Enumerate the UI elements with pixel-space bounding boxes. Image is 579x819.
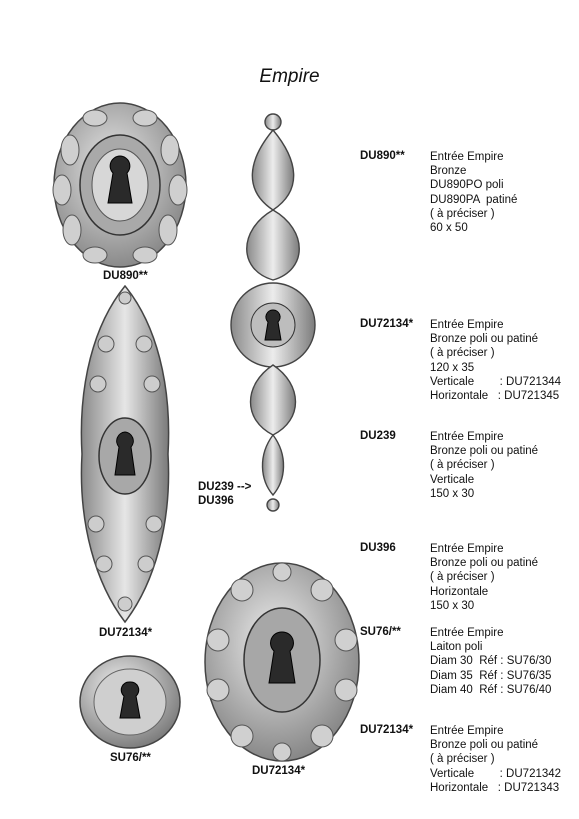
desc-line: Horizontale : DU721345 [430,390,560,403]
desc-line: Bronze poli ou patiné [430,739,539,752]
desc-line: ( à préciser ) [430,753,495,766]
desc-line: Entrée Empire [430,627,504,639]
du890-escutcheon-image [50,100,190,270]
desc-line: Entrée Empire [430,725,504,737]
desc-line: Horizontale : DU721343 [430,781,560,794]
product-code: DU239 [360,430,396,442]
du72134-oval-escutcheon-image [202,560,362,764]
du890-caption: DU890** [103,270,148,282]
du72134-tall-caption: DU72134* [99,627,153,639]
desc-line: Verticale [430,473,475,486]
desc-line: ( à préciser ) [430,207,495,220]
desc-line: Horizontale [430,585,489,598]
desc-line: Diam 30 Réf : SU76/30 [430,655,552,668]
desc-line: Bronze poli ou patiné [430,333,539,346]
desc-line: Bronze [430,165,467,178]
desc-line: 60 x 50 [430,222,468,235]
desc-line: Entrée Empire [430,151,504,163]
product-description [430,724,561,795]
desc-line: DU890PA patiné [430,193,518,206]
product-code: SU76/** [360,626,401,638]
su76-escutcheon-image [78,654,182,750]
desc-line: ( à préciser ) [430,571,495,584]
desc-line: Diam 40 Réf : SU76/40 [430,683,552,696]
du396-caption: DU396 [198,495,234,507]
desc-line: Verticale : DU721344 [430,375,562,388]
product-description [430,626,551,697]
product-code: DU72134* [360,318,414,330]
desc-line: Verticale : DU721342 [430,767,562,780]
desc-line: Bronze poli ou patiné [430,557,539,570]
product-description [430,430,538,501]
desc-line: Diam 35 Réf : SU76/35 [430,669,552,682]
desc-line: 120 x 35 [430,361,475,374]
desc-line: Bronze poli ou patiné [430,445,539,458]
product-description [430,542,538,613]
du72134-tall-escutcheon-image [76,284,174,624]
desc-line: Entrée Empire [430,431,504,443]
du239-caption: DU239 --> [198,481,252,493]
product-code: DU72134* [360,724,414,736]
product-code: DU890** [360,150,405,162]
desc-line: Laiton poli [430,641,483,654]
product-description [430,150,517,235]
du72134-oval-caption: DU72134* [252,765,306,777]
desc-line: Entrée Empire [430,319,504,331]
product-code: DU396 [360,542,396,554]
desc-line: Entrée Empire [430,543,504,555]
du239-du396-escutcheon-image [228,110,318,515]
desc-line: ( à préciser ) [430,459,495,472]
product-description [430,318,561,403]
desc-line: DU890PO poli [430,179,504,192]
su76-caption: SU76/** [110,752,151,764]
desc-line: 150 x 30 [430,487,475,500]
desc-line: ( à préciser ) [430,347,495,360]
desc-line: 150 x 30 [430,599,475,612]
page-title: Empire [259,66,320,87]
